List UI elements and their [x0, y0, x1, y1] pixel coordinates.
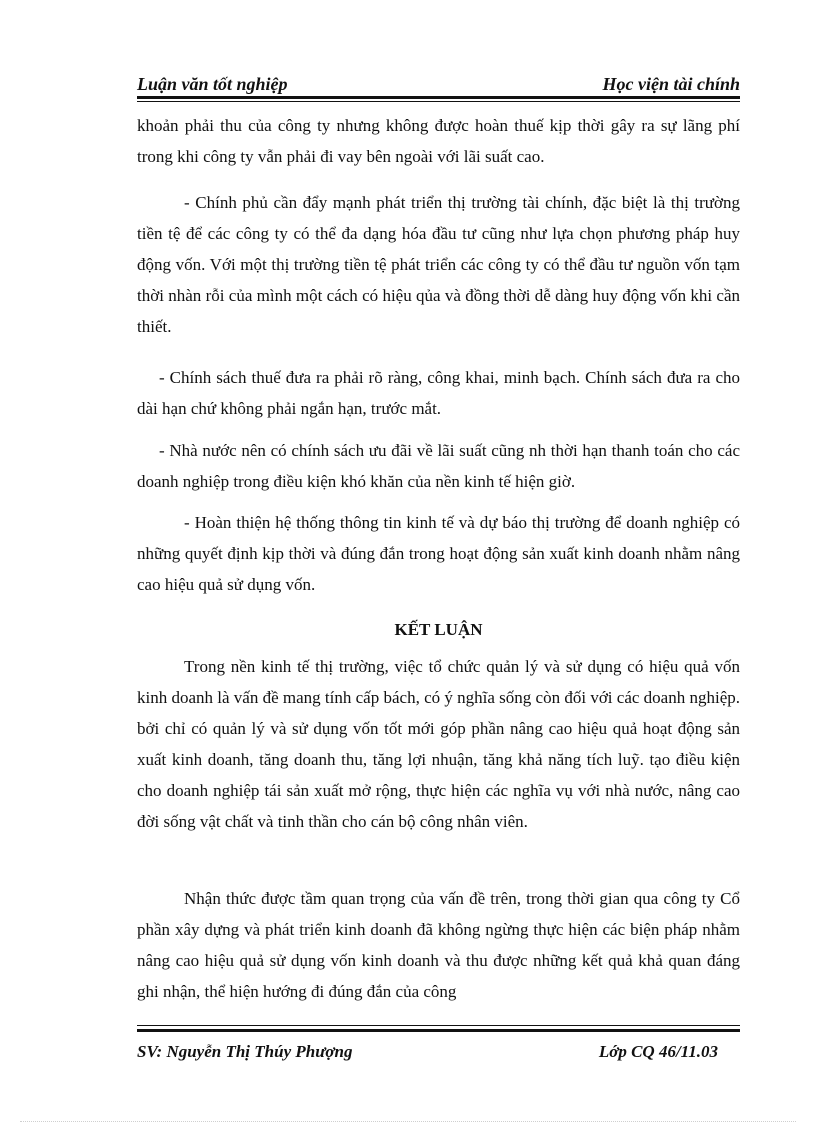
paragraph-financial-market: - Chính phủ cần đẩy mạnh phát triển thị trường tài chính, đặc biệt là thị trường tiền tệ để các công ty có thể đa dạng hóa đầu tư cũng như lựa chọn phương pháp huy động vốn. Với một thị trường tiền tệ phát triển các công ty có thể đầu tư nguồn vốn tạm thời nhàn rỗi của mình một cách có hiệu qủa và đồng thời dễ dàng huy động vốn khi cần thiết. [137, 193, 740, 336]
page-footer [137, 1040, 740, 1064]
footer-rule-thick [137, 1029, 740, 1032]
conclusion-paragraph-1: Trong nền kinh tế thị trường, việc tổ chức quản lý và sử dụng có hiệu quả vốn kinh doanh là vấn đề mang tính cấp bách, có ý nghĩa sống còn đối với các doanh nghiệp. bởi chỉ có quản lý và sử dụng vốn tốt mới góp phần nâng cao hiệu quả hoạt động sản xuất kinh doanh, tăng doanh thu, tăng lợi nhuận, tăng khả năng tích luỹ. tạo điều kiện cho doanh nghiệp tái sản xuất mở rộng, thực hiện các nghĩa vụ với nhà nước, nâng cao đời sống vật chất và tinh thần cho cán bộ công nhân viên. [137, 657, 740, 831]
header-thesis-label: Luận văn tốt nghiệp [137, 74, 288, 94]
header-rule-thick [137, 96, 740, 99]
paragraph-tax-policy: - Chính sách thuế đưa ra phải rõ ràng, công khai, minh bạch. Chính sách đưa ra cho dài hạn chứ không phải ngắn hạn, trước mắt. [137, 368, 740, 418]
header-rule-thin [137, 101, 740, 102]
paragraph-continuation: khoản phải thu của công ty nhưng không được hoàn thuế kịp thời gây ra sự lãng phí trong khi công ty vẫn phải đi vay bên ngoài với lãi suất cao. [137, 116, 740, 166]
page-header [137, 72, 740, 96]
footer-student-name: SV: Nguyễn Thị Thúy Phượng [137, 1042, 353, 1061]
page-bottom-border [20, 1121, 796, 1122]
footer-class-code: Lớp CQ 46/11.03 [598, 1042, 718, 1061]
paragraph-information-system: - Hoàn thiện hệ thống thông tin kinh tế và dự báo thị trường để doanh nghiệp có những quyết định kịp thời và đúng đắn trong hoạt động sản xuất kinh doanh nhằm nâng cao hiệu quả sử dụng vốn. [137, 513, 740, 594]
paragraph-interest-policy: - Nhà nước nên có chính sách ưu đãi về lãi suất cũng nh thời hạn thanh toán cho các doanh nghiệp trong điều kiện khó khăn của nền kinh tế hiện giờ. [137, 441, 740, 491]
header-institution-label: Học viện tài chính [602, 74, 740, 94]
conclusion-paragraph-2: Nhận thức được tầm quan trọng của vấn đề trên, trong thời gian qua công ty Cổ phần xây dựng và phát triển kinh doanh đã không ngừng thực hiện các biện pháp nhằm nâng cao hiệu quả sử dụng vốn kinh doanh và thu được những kết quả khả quan đáng ghi nhận, thể hiện hướng đi đúng đắn của công [137, 889, 740, 1001]
conclusion-heading: KẾT LUẬN [394, 620, 483, 639]
footer-rule-thin [137, 1025, 740, 1026]
